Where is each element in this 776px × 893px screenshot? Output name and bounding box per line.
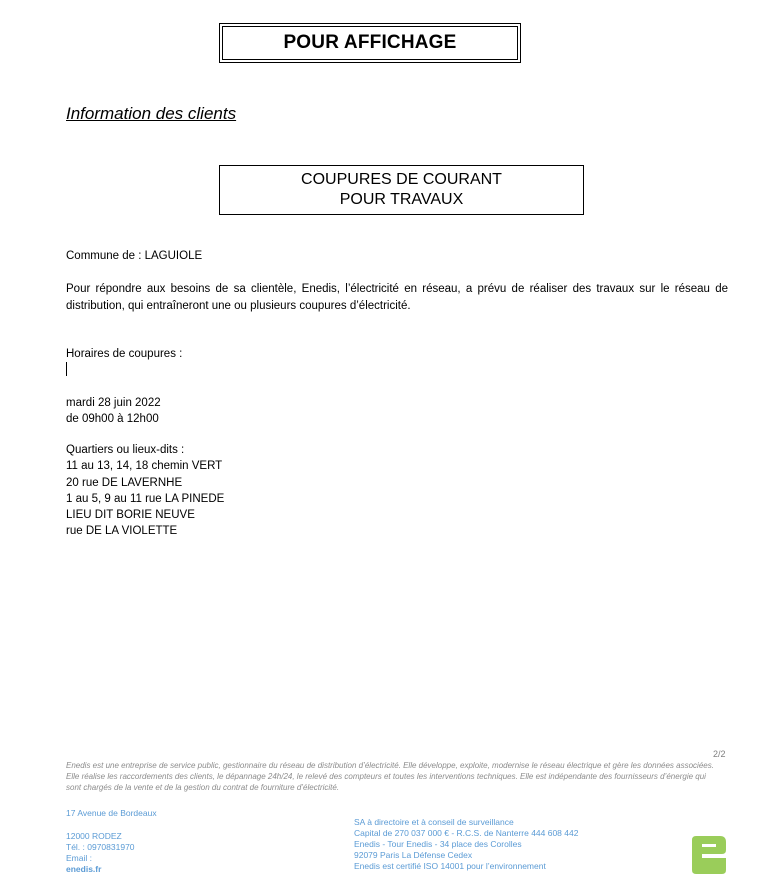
footer-address: 17 Avenue de Bordeaux <box>66 808 157 818</box>
footer-website-link[interactable]: enedis.fr <box>66 864 102 874</box>
header-title: POUR AFFICHAGE <box>283 32 457 53</box>
text-cursor <box>66 362 67 376</box>
notice-title-line1: COUPURES DE COURANT <box>301 171 502 188</box>
locations-list <box>66 442 224 540</box>
list-item: rue DE LA VIOLETTE <box>66 525 178 538</box>
footer-company-info <box>354 817 578 872</box>
list-item: 20 rue DE LAVERNHE <box>66 476 183 489</box>
list-item: 11 au 13, 14, 18 chemin VERT <box>66 460 223 473</box>
footer-email: Email : <box>66 853 92 863</box>
schedule-hours: de 09h00 à 12h00 <box>66 413 159 425</box>
notice-title-box <box>219 165 584 215</box>
list-item: LIEU DIT BORIE NEUVE <box>66 509 195 522</box>
page-number: 2/2 <box>713 749 726 759</box>
footer-city: 12000 RODEZ <box>66 831 122 841</box>
schedule-date: mardi 28 juin 2022 <box>66 397 161 409</box>
subtitle: Information des clients <box>66 104 237 123</box>
list-item: 1 au 5, 9 au 11 rue LA PINEDE <box>66 492 225 505</box>
company-line: 92079 Paris La Défense Cedex <box>354 850 473 860</box>
enedis-logo-icon <box>688 834 728 876</box>
header-title-box <box>219 23 521 63</box>
footer-disclaimer: Enedis est une entreprise de service public, gestionnaire du réseau de distribution d’électricité. Elle développe, exploite, modernise le réseau électrique et gère les données associées. Elle réalise les raccordements des clients, le dépannage 24h/24, le relevé des compteurs et toutes les interventions techniques. Elle est indépendante des fournisseurs d’énergie qui sont chargés de la vente et de la gestion du contrat de fourniture d’électricité. <box>66 761 714 792</box>
company-line: Enedis - Tour Enedis - 34 place des Corolles <box>354 839 522 849</box>
locations-label: Quartiers ou lieux-dits : <box>66 444 185 456</box>
notice-title-line2: POUR TRAVAUX <box>339 191 464 208</box>
company-line: Enedis est certifié ISO 14001 pour l’environnement <box>354 861 546 871</box>
commune-line: Commune de : LAGUIOLE <box>66 250 203 262</box>
company-line: SA à directoire et à conseil de surveillance <box>354 817 514 827</box>
intro-paragraph: Pour répondre aux besoins de sa clientèle, Enedis, l’électricité en réseau, a prévu de réaliser des travaux sur le réseau de distribution, qui entraîneront une ou plusieurs coupures d’électricité. <box>66 283 728 312</box>
footer-phone: Tél. : 0970831970 <box>66 842 135 852</box>
schedule-label: Horaires de coupures : <box>66 348 183 360</box>
company-line: Capital de 270 037 000 € - R.C.S. de Nanterre 444 608 442 <box>354 828 579 838</box>
